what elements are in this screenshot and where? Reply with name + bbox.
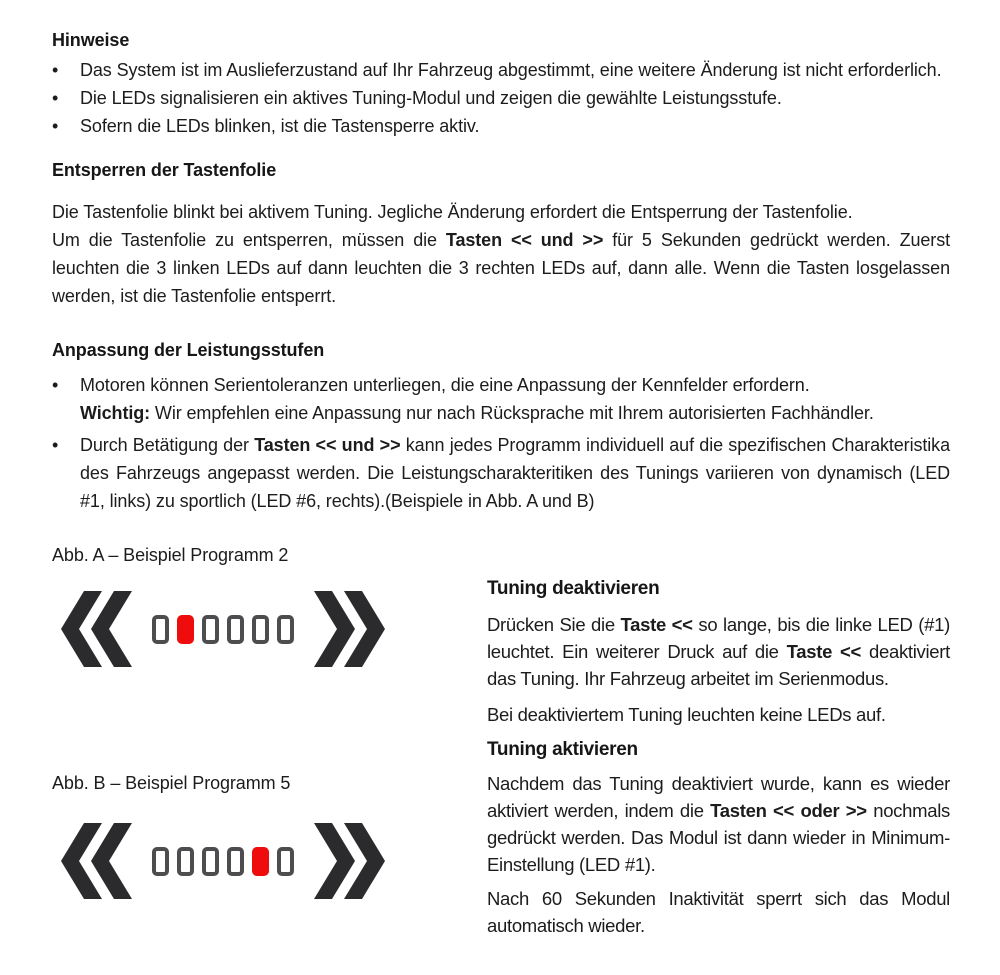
entsperren-paragraph-2 bbox=[52, 226, 950, 310]
double-chevron-right-icon bbox=[314, 590, 386, 668]
led-4-off bbox=[227, 615, 244, 644]
deactivate-p1-mid: so lange, bis die linke LED (#1) leuchtet. Ein weiterer Druck auf die bbox=[487, 614, 950, 662]
activate-p1-post: nochmals gedrückt werden. Das Modul ist dann wieder in Minimum-Einstellung (LED #1). bbox=[487, 800, 950, 875]
figure-a-label: Abb. A – Beispiel Programm 2 bbox=[52, 545, 289, 565]
list-item bbox=[52, 371, 950, 427]
deactivate-p1-bold2: Taste << bbox=[786, 641, 862, 662]
list-item bbox=[52, 112, 950, 140]
double-chevron-right-icon bbox=[314, 822, 386, 900]
led-3-off bbox=[202, 847, 219, 876]
led-5-on bbox=[252, 847, 269, 876]
bullet-icon: • bbox=[52, 435, 59, 455]
hinweise-bullet-3 bbox=[80, 112, 950, 140]
anpassung-b2-post: kann jedes Programm individuell auf die spezifischen Charakteristika des Fahrzeugs angepasst werden. Die Leistungscharakteritiken des Tunings variieren von dynamisch (LED #1, links) zu sportlich (LED #6, rechts).(Beispiele in Abb. A und B) bbox=[80, 435, 950, 511]
anpassung-b2-pre: Durch Betätigung der bbox=[80, 435, 255, 455]
bullet-icon: • bbox=[52, 116, 59, 136]
led-2-off bbox=[177, 847, 194, 876]
activate-p1-pre: Nachdem das Tuning deaktiviert wurde, kann es wieder aktiviert werden, indem die bbox=[487, 773, 950, 821]
activate-paragraph-2 bbox=[487, 885, 950, 939]
double-chevron-left-icon bbox=[60, 590, 132, 668]
bullet-icon: • bbox=[52, 60, 59, 80]
double-chevron-left-icon bbox=[60, 822, 132, 900]
hinweise-bullet-3-text: Sofern die LEDs blinken, ist die Tastensperre aktiv. bbox=[80, 116, 480, 136]
figure-b-led-display bbox=[60, 821, 487, 901]
deactivate-p2-text: Bei deaktiviertem Tuning leuchten keine LEDs auf. bbox=[487, 704, 886, 725]
led-1-off bbox=[152, 615, 169, 644]
deactivate-p1-post: deaktiviert das Tuning. Ihr Fahrzeug arbeitet im Serienmodus. bbox=[487, 641, 950, 689]
list-item bbox=[52, 56, 950, 84]
anpassung-bullet-1 bbox=[80, 371, 950, 427]
activate-p2-text: Nach 60 Sekunden Inaktivität sperrt sich das Modul automatisch wieder. bbox=[487, 888, 950, 936]
led-4-off bbox=[227, 847, 244, 876]
anpassung-b2-bold: Tasten << und >> bbox=[254, 435, 401, 455]
hinweise-bullet-list bbox=[52, 56, 950, 140]
deactivate-p1-pre: Drücken Sie die bbox=[487, 614, 621, 635]
deactivate-paragraph-2 bbox=[487, 701, 950, 728]
led-1-off bbox=[152, 847, 169, 876]
led-6-off bbox=[277, 847, 294, 876]
led-6-off bbox=[277, 615, 294, 644]
entsperren-paragraph-1 bbox=[52, 198, 950, 226]
section-entsperren bbox=[52, 156, 950, 310]
hinweise-bullet-2-text: Die LEDs signalisieren ein aktives Tuning-Modul und zeigen die gewählte Leistungsstufe. bbox=[80, 88, 782, 108]
anpassung-bullet-2 bbox=[80, 431, 950, 515]
anpassung-b1-line1: Motoren können Serientoleranzen unterliegen, die eine Anpassung der Kennfelder erfordern. bbox=[80, 375, 810, 395]
entsperren-p2-post: für 5 Sekunden gedrückt werden. Zuerst leuchten die 3 linken LEDs auf dann leuchten die 3 rechten LEDs auf, dann alle. Wenn die Tasten losgelassen werden, ist die Tastenfolie entsperrt. bbox=[52, 230, 951, 306]
led-strip bbox=[152, 847, 294, 876]
deactivate-paragraph-1 bbox=[487, 611, 950, 692]
led-strip bbox=[152, 615, 294, 644]
anpassung-b1-bold: Wichtig: bbox=[80, 403, 151, 423]
hinweise-bullet-2 bbox=[80, 84, 950, 112]
figures-column bbox=[52, 541, 487, 939]
section-anpassung bbox=[52, 336, 950, 515]
activate-paragraph-1 bbox=[487, 770, 950, 878]
section-hinweise bbox=[52, 26, 950, 140]
entsperren-heading: Entsperren der Tastenfolie bbox=[52, 160, 277, 180]
list-item bbox=[52, 84, 950, 112]
figures-and-instructions bbox=[52, 541, 950, 939]
hinweise-bullet-1 bbox=[80, 56, 950, 84]
led-5-off bbox=[252, 615, 269, 644]
tuning-aktivieren-heading: Tuning aktivieren bbox=[487, 739, 638, 760]
figure-b-label: Abb. B – Beispiel Programm 5 bbox=[52, 773, 291, 793]
entsperren-p2-pre: Um die Tastenfolie zu entsperren, müssen die bbox=[52, 230, 446, 250]
bullet-icon: • bbox=[52, 88, 59, 108]
entsperren-p1-text: Die Tastenfolie blinkt bei aktivem Tuning. Jegliche Änderung erfordert die Entsperrung der Tastenfolie. bbox=[52, 202, 853, 222]
anpassung-heading: Anpassung der Leistungsstufen bbox=[52, 340, 325, 360]
anpassung-bullet-list bbox=[52, 371, 950, 515]
figure-a-led-display bbox=[60, 589, 487, 669]
bullet-icon: • bbox=[52, 375, 59, 395]
instructions-column bbox=[487, 541, 950, 939]
list-item bbox=[52, 431, 950, 515]
hinweise-heading: Hinweise bbox=[52, 30, 130, 50]
led-3-off bbox=[202, 615, 219, 644]
entsperren-p2-bold: Tasten << und >> bbox=[445, 230, 604, 250]
anpassung-b1-rest: Wir empfehlen eine Anpassung nur nach Rücksprache mit Ihrem autorisierten Fachhändler. bbox=[150, 403, 874, 423]
hinweise-bullet-1-text: Das System ist im Auslieferzustand auf Ihr Fahrzeug abgestimmt, eine weitere Änderung ist nicht erforderlich. bbox=[80, 60, 942, 80]
tuning-deaktivieren-heading: Tuning deaktivieren bbox=[487, 578, 660, 599]
activate-p1-bold: Tasten << oder >> bbox=[710, 800, 867, 821]
led-2-on bbox=[177, 615, 194, 644]
deactivate-p1-bold1: Taste << bbox=[620, 614, 693, 635]
